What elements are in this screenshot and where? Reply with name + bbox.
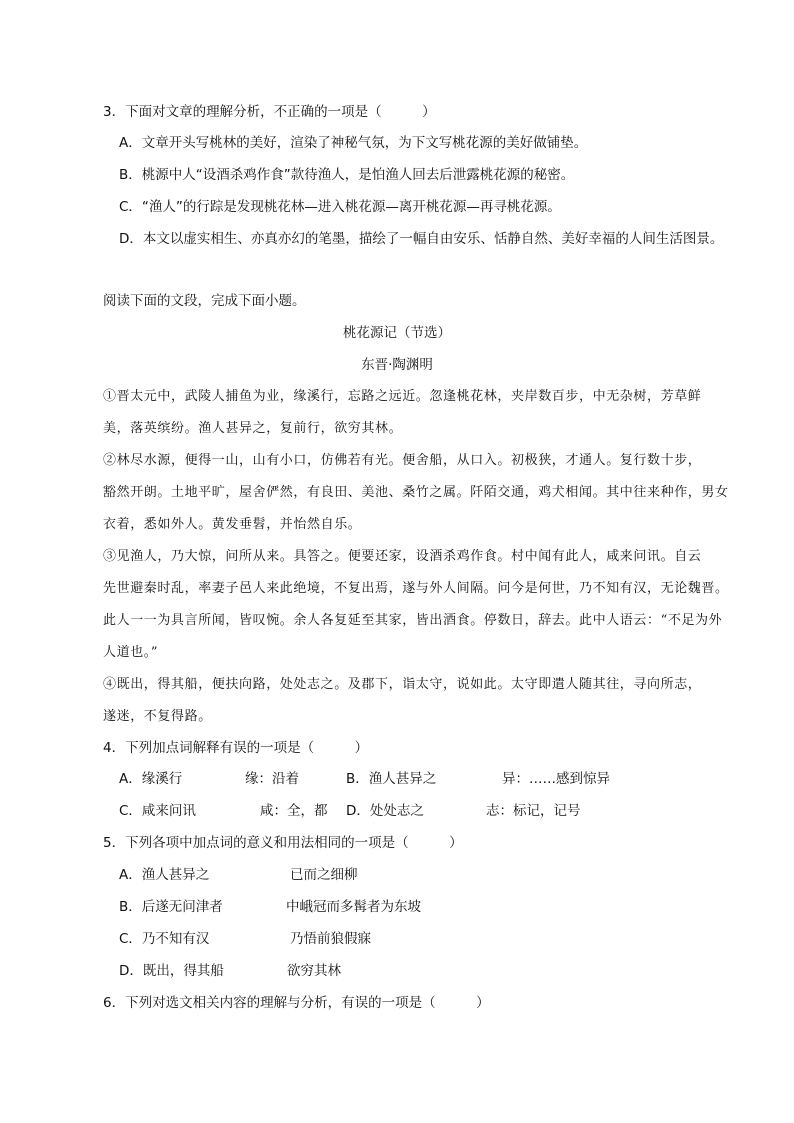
question-5-stem: 5．下列各项中加点词的意义和用法相同的一项是（ ） xyxy=(103,835,463,851)
passage-line: 此人一一为具言所闻，皆叹惋。余人各复延至其家，皆出酒食。停数日，辞去。此中人语云：“不足为外 xyxy=(103,613,723,628)
question-4-option-c-meaning: 咸：全，都 xyxy=(260,803,328,819)
question-5-option-a-right: 已而之细柳 xyxy=(290,867,358,883)
question-6-stem: 6．下列对选文相关内容的理解与分析，有误的一项是（ ） xyxy=(103,995,490,1011)
passage-title: 桃花源记（节选） xyxy=(343,325,451,341)
reading-instruction: 阅读下面的文段，完成下面小题。 xyxy=(103,293,306,309)
passage-line: ③见渔人，乃大惊，问所从来。具答之。便要还家，设酒杀鸡作食。村中闻有此人，咸来问讯。自云 xyxy=(103,549,702,564)
question-5-option-b-right: 中峨冠而多髯者为东坡 xyxy=(286,899,421,915)
question-3-option-d: D．本文以虚实相生、亦真亦幻的笔墨，描绘了一幅自由安乐、恬静自然、美好幸福的人间生活图景。 xyxy=(119,231,724,247)
question-4-option-a-meaning: 缘：沿着 xyxy=(245,771,299,787)
question-4-option-b-phrase: B．渔人甚异之 xyxy=(346,771,437,787)
question-3-option-c: C．“渔人”的行踪是发现桃花林—进入桃花源—离开桃花源—再寻桃花源。 xyxy=(119,199,561,215)
passage-line: 衣着，悉如外人。黄发垂髫，并怡然自乐。 xyxy=(103,517,362,532)
passage-line: 豁然开朗。土地平旷，屋舍俨然，有良田、美池、桑竹之属。阡陌交通，鸡犬相闻。其中往来种作，男女 xyxy=(103,485,729,500)
passage-author: 东晋·陶渊明 xyxy=(361,357,433,373)
passage-line: ②林尽水源，便得一山，山有小口，仿佛若有光。便舍船，从口入。初极狭，才通人。复行数十步， xyxy=(103,453,702,468)
question-4-option-d-phrase: D．处处志之 xyxy=(346,803,424,819)
passage-line: 人道也。” xyxy=(103,645,159,660)
question-5-option-d-right: 欲穷其林 xyxy=(287,963,341,979)
question-4-option-a-phrase: A．缘溪行 xyxy=(119,771,183,787)
question-4-option-d-meaning: 志：标记，记号 xyxy=(486,803,581,819)
passage-line: 美，落英缤纷。渔人甚异之，复前行，欲穷其林。 xyxy=(103,421,403,436)
question-4-option-b-meaning: 异：……感到惊异 xyxy=(502,771,610,787)
passage-line: ④既出，得其船，便扶向路，处处志之。及郡下，诣太守，说如此。太守即遣人随其往，寻向所志， xyxy=(103,677,702,692)
question-5-option-d-left: D．既出，得其船 xyxy=(119,963,224,979)
passage-line: 遂迷，不复得路。 xyxy=(103,709,212,724)
question-3-option-b: B．桃源中人“设酒杀鸡作食”款待渔人，是怕渔人回去后泄露桃花源的秘密。 xyxy=(119,167,575,183)
question-4-option-c-phrase: C．咸来问讯 xyxy=(119,803,196,819)
passage-line: ①晋太元中，武陵人捕鱼为业，缘溪行，忘路之远近。忽逢桃花林，夹岸数百步，中无杂树，芳草鲜 xyxy=(103,389,702,404)
passage-line: 先世避秦时乱，率妻子邑人来此绝境，不复出焉，遂与外人间隔。问今是何世，乃不知有汉，无论魏晋。 xyxy=(103,581,729,596)
question-5-option-a-left: A．渔人甚异之 xyxy=(119,867,210,883)
question-3-option-a: A．文章开头写桃林的美好，渲染了神秘气氛，为下文写桃花源的美好做铺垫。 xyxy=(119,135,588,151)
question-5-option-c-left: C．乃不知有汉 xyxy=(119,931,210,947)
question-5-option-b-left: B．后遂无问津者 xyxy=(119,899,223,915)
question-5-option-c-right: 乃悟前狼假寐 xyxy=(290,931,371,947)
question-4-stem: 4．下列加点词解释有误的一项是（ ） xyxy=(103,740,369,756)
question-3-stem: 3．下面对文章的理解分析，不正确的一项是（ ） xyxy=(103,104,436,120)
